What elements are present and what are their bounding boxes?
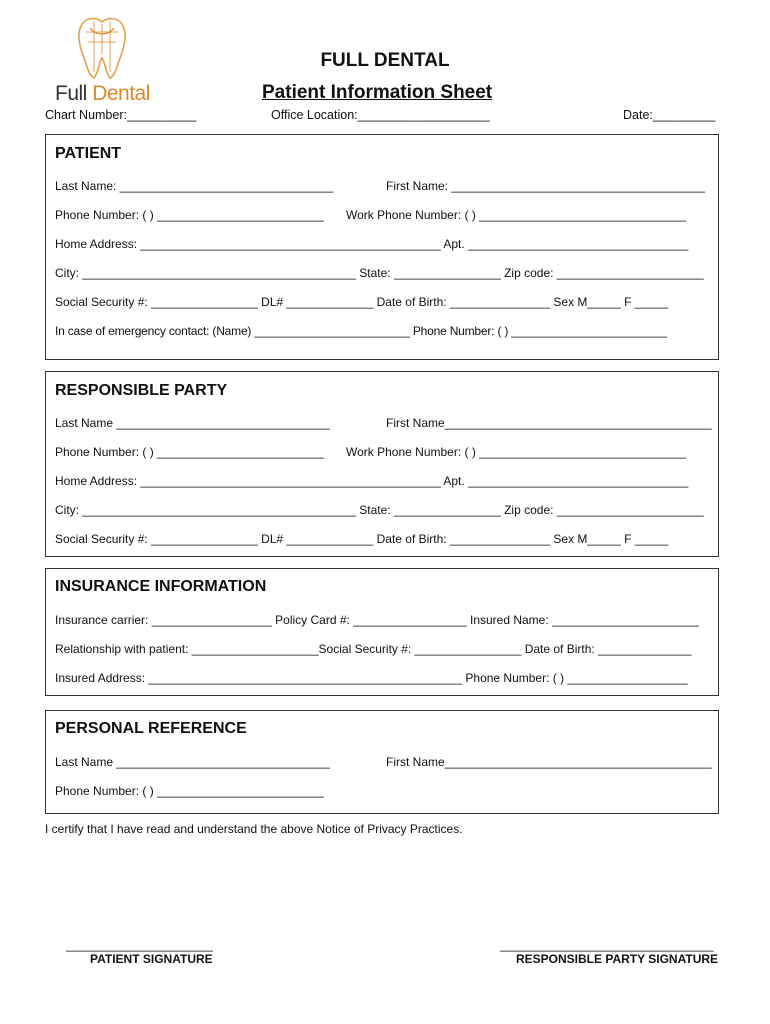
logo-text-full: Full	[55, 82, 93, 105]
patient-ssn-dl-dob-sex-field[interactable]: Social Security #: ________________ DL# _____________ Date of Birth: _______________ Sex M_____ F _____	[55, 295, 669, 309]
patient-city-state-zip-field[interactable]: City: _________________________________________ State: ________________ Zip code: ______________________	[55, 266, 704, 280]
patient-home-address-field[interactable]: Home Address: _____________________________________________ Apt. _________________________________	[55, 237, 689, 251]
patient-signature-line[interactable]: ______________________	[66, 938, 213, 952]
patient-heading: PATIENT	[55, 145, 122, 162]
reference-first-name-field[interactable]: First Name________________________________________	[386, 755, 712, 769]
responsible-city-state-zip-field[interactable]: City: _________________________________________ State: ________________ Zip code: ______________________	[55, 503, 704, 517]
reference-phone-field[interactable]: Phone Number: ( ) _________________________	[55, 784, 324, 798]
reference-last-name-field[interactable]: Last Name ________________________________	[55, 755, 330, 769]
logo-wordmark	[55, 82, 150, 106]
patient-emergency-contact-field[interactable]: In case of emergency contact: (Name) ________________________ Phone Number: ( ) ________________________	[55, 324, 667, 338]
insurance-heading: INSURANCE INFORMATION	[55, 578, 267, 595]
personal-reference-section	[45, 710, 719, 814]
insurance-section	[45, 568, 719, 696]
insurance-address-phone-field[interactable]: Insured Address: _______________________________________________ Phone Number: ( ) __________________	[55, 671, 688, 685]
chart-number-field[interactable]: Chart Number:__________	[45, 108, 197, 122]
document-subtitle: Patient Information Sheet	[262, 82, 493, 103]
patient-section	[45, 134, 719, 360]
responsible-last-name-field[interactable]: Last Name ________________________________	[55, 416, 330, 430]
personal-reference-heading: PERSONAL REFERENCE	[55, 720, 247, 737]
responsible-signature-label: RESPONSIBLE PARTY SIGNATURE	[516, 952, 719, 966]
patient-first-name-field[interactable]: First Name: ______________________________________	[386, 179, 705, 193]
responsible-ssn-dl-dob-sex-field[interactable]: Social Security #: ________________ DL# _____________ Date of Birth: _______________ Sex M_____ F _____	[55, 532, 669, 546]
responsible-first-name-field[interactable]: First Name________________________________________	[386, 416, 712, 430]
responsible-signature-line[interactable]: ________________________________	[500, 938, 714, 952]
office-location-field[interactable]: Office Location:___________________	[271, 108, 490, 122]
patient-last-name-field[interactable]: Last Name: ________________________________	[55, 179, 334, 193]
document-title: FULL DENTAL	[320, 50, 450, 71]
patient-work-phone-field[interactable]: Work Phone Number: ( ) _______________________________	[346, 208, 687, 222]
patient-signature-label: PATIENT SIGNATURE	[90, 952, 213, 966]
insurance-relationship-ssn-dob-field[interactable]: Relationship with patient: ___________________Social Security #: ________________ Date of Birth: ______________	[55, 642, 692, 656]
date-field[interactable]: Date:_________	[623, 108, 716, 122]
responsible-work-phone-field[interactable]: Work Phone Number: ( ) _______________________________	[346, 445, 687, 459]
responsible-phone-field[interactable]: Phone Number: ( ) _________________________	[55, 445, 324, 459]
responsible-home-address-field[interactable]: Home Address: _____________________________________________ Apt. _________________________________	[55, 474, 689, 488]
privacy-certification-statement: I certify that I have read and understand the above Notice of Privacy Practices.	[45, 822, 463, 836]
patient-phone-field[interactable]: Phone Number: ( ) _________________________	[55, 208, 324, 222]
logo-text-dental: Dental	[92, 82, 150, 105]
responsible-party-heading: RESPONSIBLE PARTY	[55, 382, 228, 399]
responsible-party-section	[45, 371, 719, 557]
insurance-carrier-policy-insured-field[interactable]: Insurance carrier: __________________ Policy Card #: _________________ Insured Name: ______________________	[55, 613, 699, 627]
